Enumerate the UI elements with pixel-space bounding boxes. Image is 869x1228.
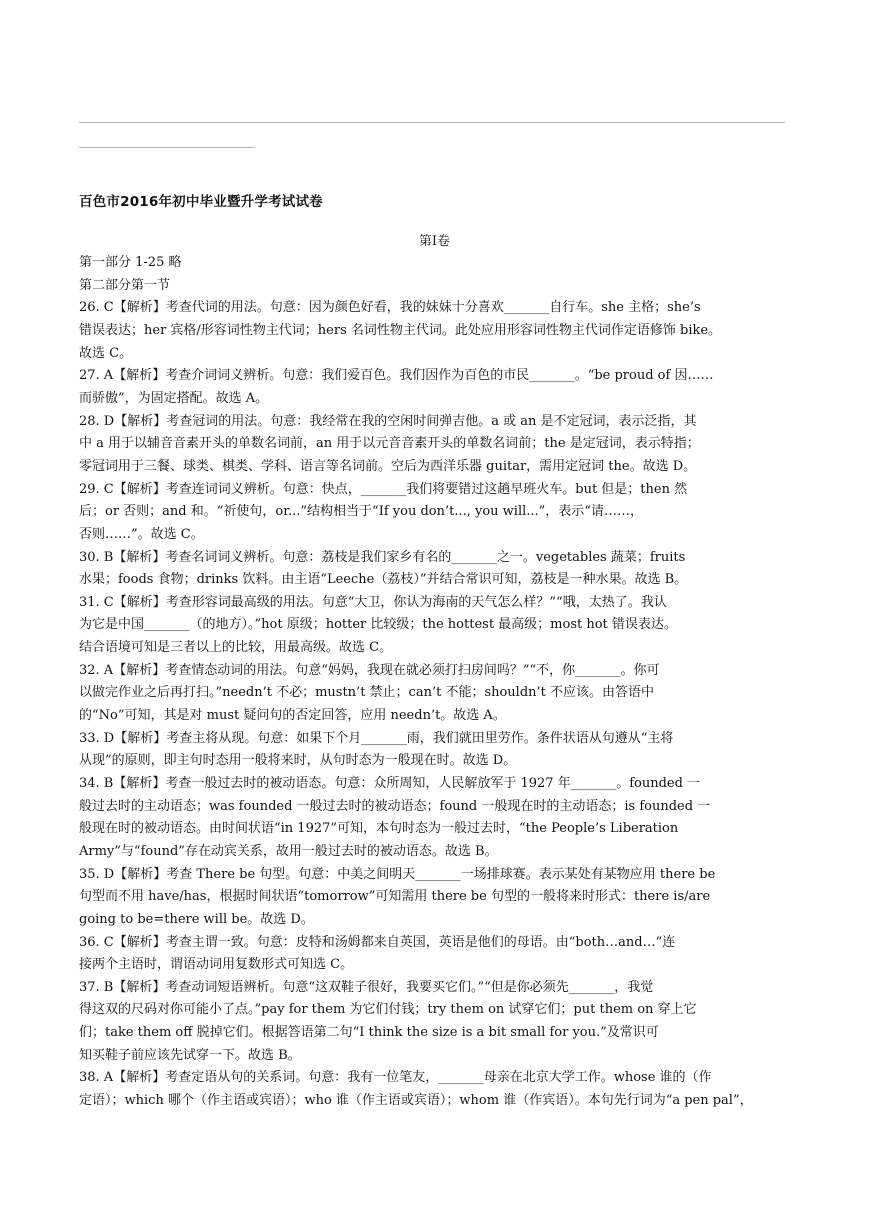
- text-line: Army”与“found”存在动宾关系，故用一般过去时的被动语态。故选 B。: [79, 843, 498, 859]
- header-rule-short: [79, 147, 255, 148]
- text-line: 否则……”。故选 C。: [79, 526, 204, 542]
- text-line: 中 a 用于以辅音音素开头的单数名词前，an 用于以元音音素开头的单数名词前；the 是定冠词，表示特指；: [79, 436, 700, 452]
- volume-heading: 第Ⅰ卷: [418, 234, 451, 249]
- text-line: 从现”的原则，即主句时态用一般将来时，从句时态为一般现在时。故选 D。: [79, 753, 517, 769]
- text-line: 般现在时的被动语态。由时间状语“in 1927”可知，本句时态为一般过去时，“the People’s Liberation: [79, 821, 679, 837]
- text-line: 故选 C。: [79, 345, 133, 361]
- text-line: 33. D【解析】考查主将从现。句意：如果下个月_______雨，我们就田里劳作。条件状语从句遵从“主将: [79, 730, 674, 746]
- text-line: 34. B【解析】考查一般过去时的被动语态。句意：众所周知，人民解放军于 1927 年_______。founded 一: [79, 775, 701, 791]
- text-line: 们；take them off 脱掉它们。根据答语第二句“I think the size is a bit small for you.”及常识可: [79, 1025, 659, 1041]
- text-line: 27. A【解析】考查介词词义辨析。句意：我们爱百色。我们因作为百色的市民_______。“be proud of 因……: [79, 368, 714, 384]
- text-line: 般过去时的主动语态；was founded 一般过去时的被动语态；found 一般现在时的主动语态；is founded 一: [79, 798, 711, 814]
- text-line: 36. C【解析】考查主谓一致。句意：皮特和汤姆都来自英国，英语是他们的母语。由“both…and…”连: [79, 934, 676, 950]
- text-line: 接两个主语时，谓语动词用复数形式可知选 C。: [79, 957, 354, 973]
- text-line: 第一部分 1-25 略: [79, 255, 182, 270]
- text-line: 37. B【解析】考查动词短语辨析。句意“这双鞋子很好，我要买它们。”“但是你必须先_______，我觉: [79, 979, 654, 995]
- text-line: 结合语境可知是三者以上的比较，用最高级。故选 C。: [79, 640, 393, 655]
- text-line: 32. A【解析】考查情态动词的用法。句意“妈妈，我现在就必须打扫房间吗？”“不，你_______。你可: [79, 662, 660, 678]
- text-line: 29. C【解析】考查连词词义辨析。句意：快点，_______我们将要错过这趟早班火车。but 但是；then 然: [79, 481, 688, 497]
- text-line: 后；or 否则；and 和。“祈使句，or...”结构相当于“If you don’t..., you will...”，表示“请……，: [79, 504, 643, 520]
- header-rule-long: [79, 122, 785, 123]
- text-line: 38. A【解析】考查定语从句的关系词。句意：我有一位笔友，_______母亲在北京大学工作。whose 谁的（作: [79, 1070, 712, 1086]
- text-line: 26. C【解析】考查代词的用法。句意：因为颜色好看，我的妹妹十分喜欢_______自行车。she 主格；she’s: [79, 300, 701, 316]
- text-line: 30. B【解析】考查名词词义辨析。句意：荔枝是我们家乡有名的_______之一。vegetables 蔬菜；fruits: [79, 549, 686, 565]
- text-line: 31. C【解析】考查形容词最高级的用法。句意“大卫，你认为海南的天气怎么样？”“哦，太热了。我认: [79, 594, 667, 610]
- text-line: 第二部分第一节: [79, 277, 171, 293]
- text-line: 35. D【解析】考查 There be 句型。句意：中美之间明天_______一场排球赛。表示某处有某物应用 there be: [79, 866, 716, 882]
- text-line: 水果；foods 食物；drinks 饮料。由主语“Leeche（荔枝）”并结合常识可知，荔枝是一种水果。故选 B。: [79, 572, 688, 588]
- text-line: 28. D【解析】考查冠词的用法。句意：我经常在我的空闲时间弹吉他。a 或 an 是不定冠词，表示泛指，其: [79, 413, 697, 429]
- text-line: 为它是中国_______（的地方）。”hot 原级；hotter 比较级；the hottest 最高级；most hot 错误表达。: [79, 617, 677, 633]
- text-line: 知买鞋子前应该先试穿一下。故选 B。: [79, 1047, 301, 1063]
- text-line: 错误表达；her 宾格/形容词性物主代词；hers 名词性物主代词。此处应用形容词性物主代词作定语修饰 bike。: [79, 322, 722, 338]
- text-line: going to be=there will be。故选 D。: [79, 911, 314, 927]
- text-line: 得这双的尺码对你可能小了点。”pay for them 为它们付钱；try them on 试穿它们；put them on 穿上它: [79, 1002, 697, 1018]
- text-line: 的“No”可知，其是对 must 疑问句的否定回答，应用 needn’t。故选 A。: [79, 708, 506, 723]
- document-title: 百色市2016年初中毕业暨升学考试试卷: [79, 194, 323, 210]
- text-line: 零冠词用于三餐、球类、棋类、学科、语言等名词前。空后为西洋乐器 guitar，需用定冠词 the。故选 D。: [79, 458, 697, 474]
- text-line: 定语）；which 哪个（作主语或宾语）；who 谁（作主语或宾语）；whom 谁（作宾语）。本句先行词为“a pen pal”，: [79, 1093, 753, 1108]
- text-line: 以做完作业之后再打扫。”needn’t 不必；mustn’t 禁止；can’t 不能；shouldn’t 不应该。由答语中: [79, 685, 655, 701]
- text-line: 而骄傲”，为固定搭配。故选 A。: [79, 390, 269, 406]
- text-line: 句型而不用 have/has，根据时间状语“tomorrow”可知需用 there be 句型的一般将来时形式：there is/are: [79, 889, 711, 905]
